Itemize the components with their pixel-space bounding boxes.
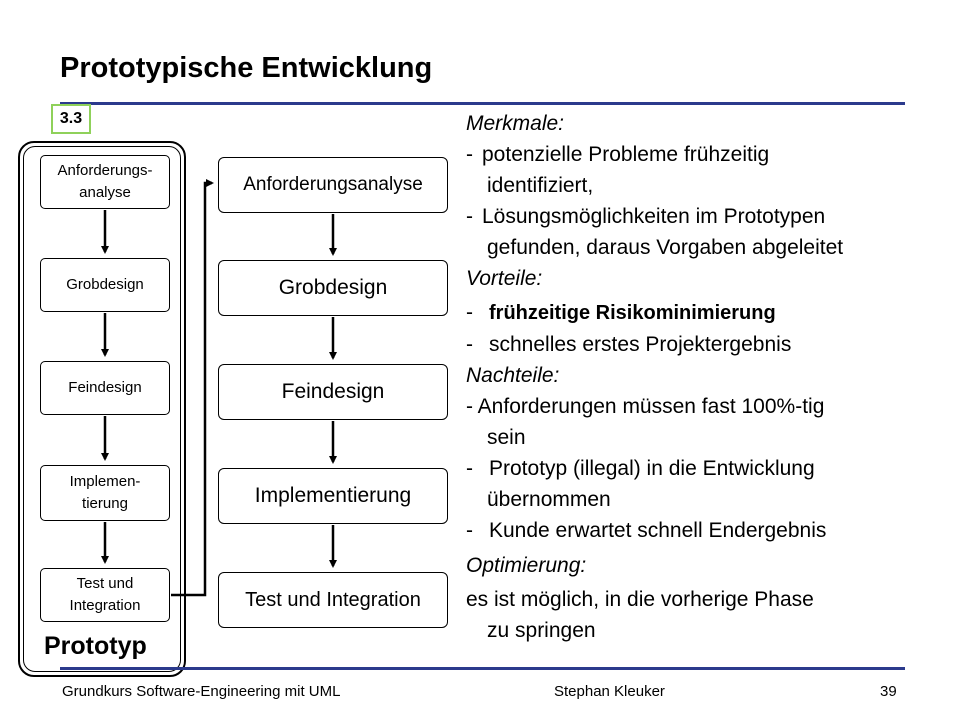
merkmale-continuation: gefunden, daraus Vorgaben abgeleitet <box>487 236 844 259</box>
merkmale-continuation: identifiziert, <box>487 174 594 197</box>
vorteile-text: schnelles erstes Projektergebnis <box>489 333 792 356</box>
proto-step-line: Test und <box>76 575 134 592</box>
vorteile-item <box>466 297 946 329</box>
nachteile-heading: Nachteile: <box>466 364 560 387</box>
footer-course: Grundkurs Software-Engineering mit UML <box>62 683 341 700</box>
optimierung-heading: Optimierung: <box>466 554 587 577</box>
bullet-dash: - <box>466 301 473 324</box>
prototype-label: Prototyp <box>44 632 147 660</box>
nachteile-item: - Anforderungen müssen fast 100%-tig <box>466 395 825 418</box>
nachteile-continuation: übernommen <box>487 488 611 511</box>
merkmale-item <box>466 201 946 232</box>
bullet-dash: - <box>466 143 473 166</box>
vorteile-item <box>466 329 946 360</box>
proto-step-line: Feindesign <box>68 379 142 396</box>
vorteile-text: frühzeitige Risikominimierung <box>489 302 776 324</box>
proto-step-line: Implemen- <box>69 473 141 490</box>
bullet-dash: - <box>466 457 473 480</box>
section-number: 3.3 <box>51 104 91 134</box>
optimierung-text: es ist möglich, in die vorherige Phase <box>466 588 814 611</box>
merkmale-heading: Merkmale: <box>466 112 565 135</box>
notes-panel <box>466 108 946 646</box>
merkmale-text: Lösungsmöglichkeiten im Prototypen <box>482 205 826 228</box>
main-step-grobdesign: Grobdesign <box>218 260 448 316</box>
merkmale-text: potenzielle Probleme frühzeitig <box>482 143 770 166</box>
footer-author: Stephan Kleuker <box>554 683 665 700</box>
main-step-test-integration: Test und Integration <box>218 572 448 628</box>
main-step-feindesign: Feindesign <box>218 364 448 420</box>
nachteile-item <box>466 515 946 546</box>
nachteile-item <box>466 453 946 484</box>
nachteile-continuation: sein <box>487 426 526 449</box>
merkmale-item <box>466 139 946 170</box>
proto-step-line: Anforderungs- <box>57 162 153 179</box>
nachteile-text: Kunde erwartet schnell Endergebnis <box>489 519 827 542</box>
bullet-dash: - <box>466 333 473 356</box>
footer-page-number: 39 <box>880 683 897 700</box>
main-step-anforderungsanalyse: Anforderungsanalyse <box>218 157 448 213</box>
bullet-dash: - <box>466 205 473 228</box>
prototype-to-main-arrow <box>171 183 212 595</box>
nachteile-text: Prototyp (illegal) in die Entwicklung <box>489 457 815 480</box>
bottom-rule <box>60 667 905 670</box>
main-step-implementierung: Implementierung <box>218 468 448 524</box>
slide-title: Prototypische Entwicklung <box>60 52 433 84</box>
bullet-dash: - <box>466 519 473 542</box>
proto-step-line: analyse <box>79 184 131 201</box>
proto-step-line: Grobdesign <box>66 276 144 293</box>
optimierung-continuation: zu springen <box>487 619 596 642</box>
proto-step-line: tierung <box>82 495 128 512</box>
vorteile-heading: Vorteile: <box>466 267 543 290</box>
proto-step-line: Integration <box>69 597 141 614</box>
